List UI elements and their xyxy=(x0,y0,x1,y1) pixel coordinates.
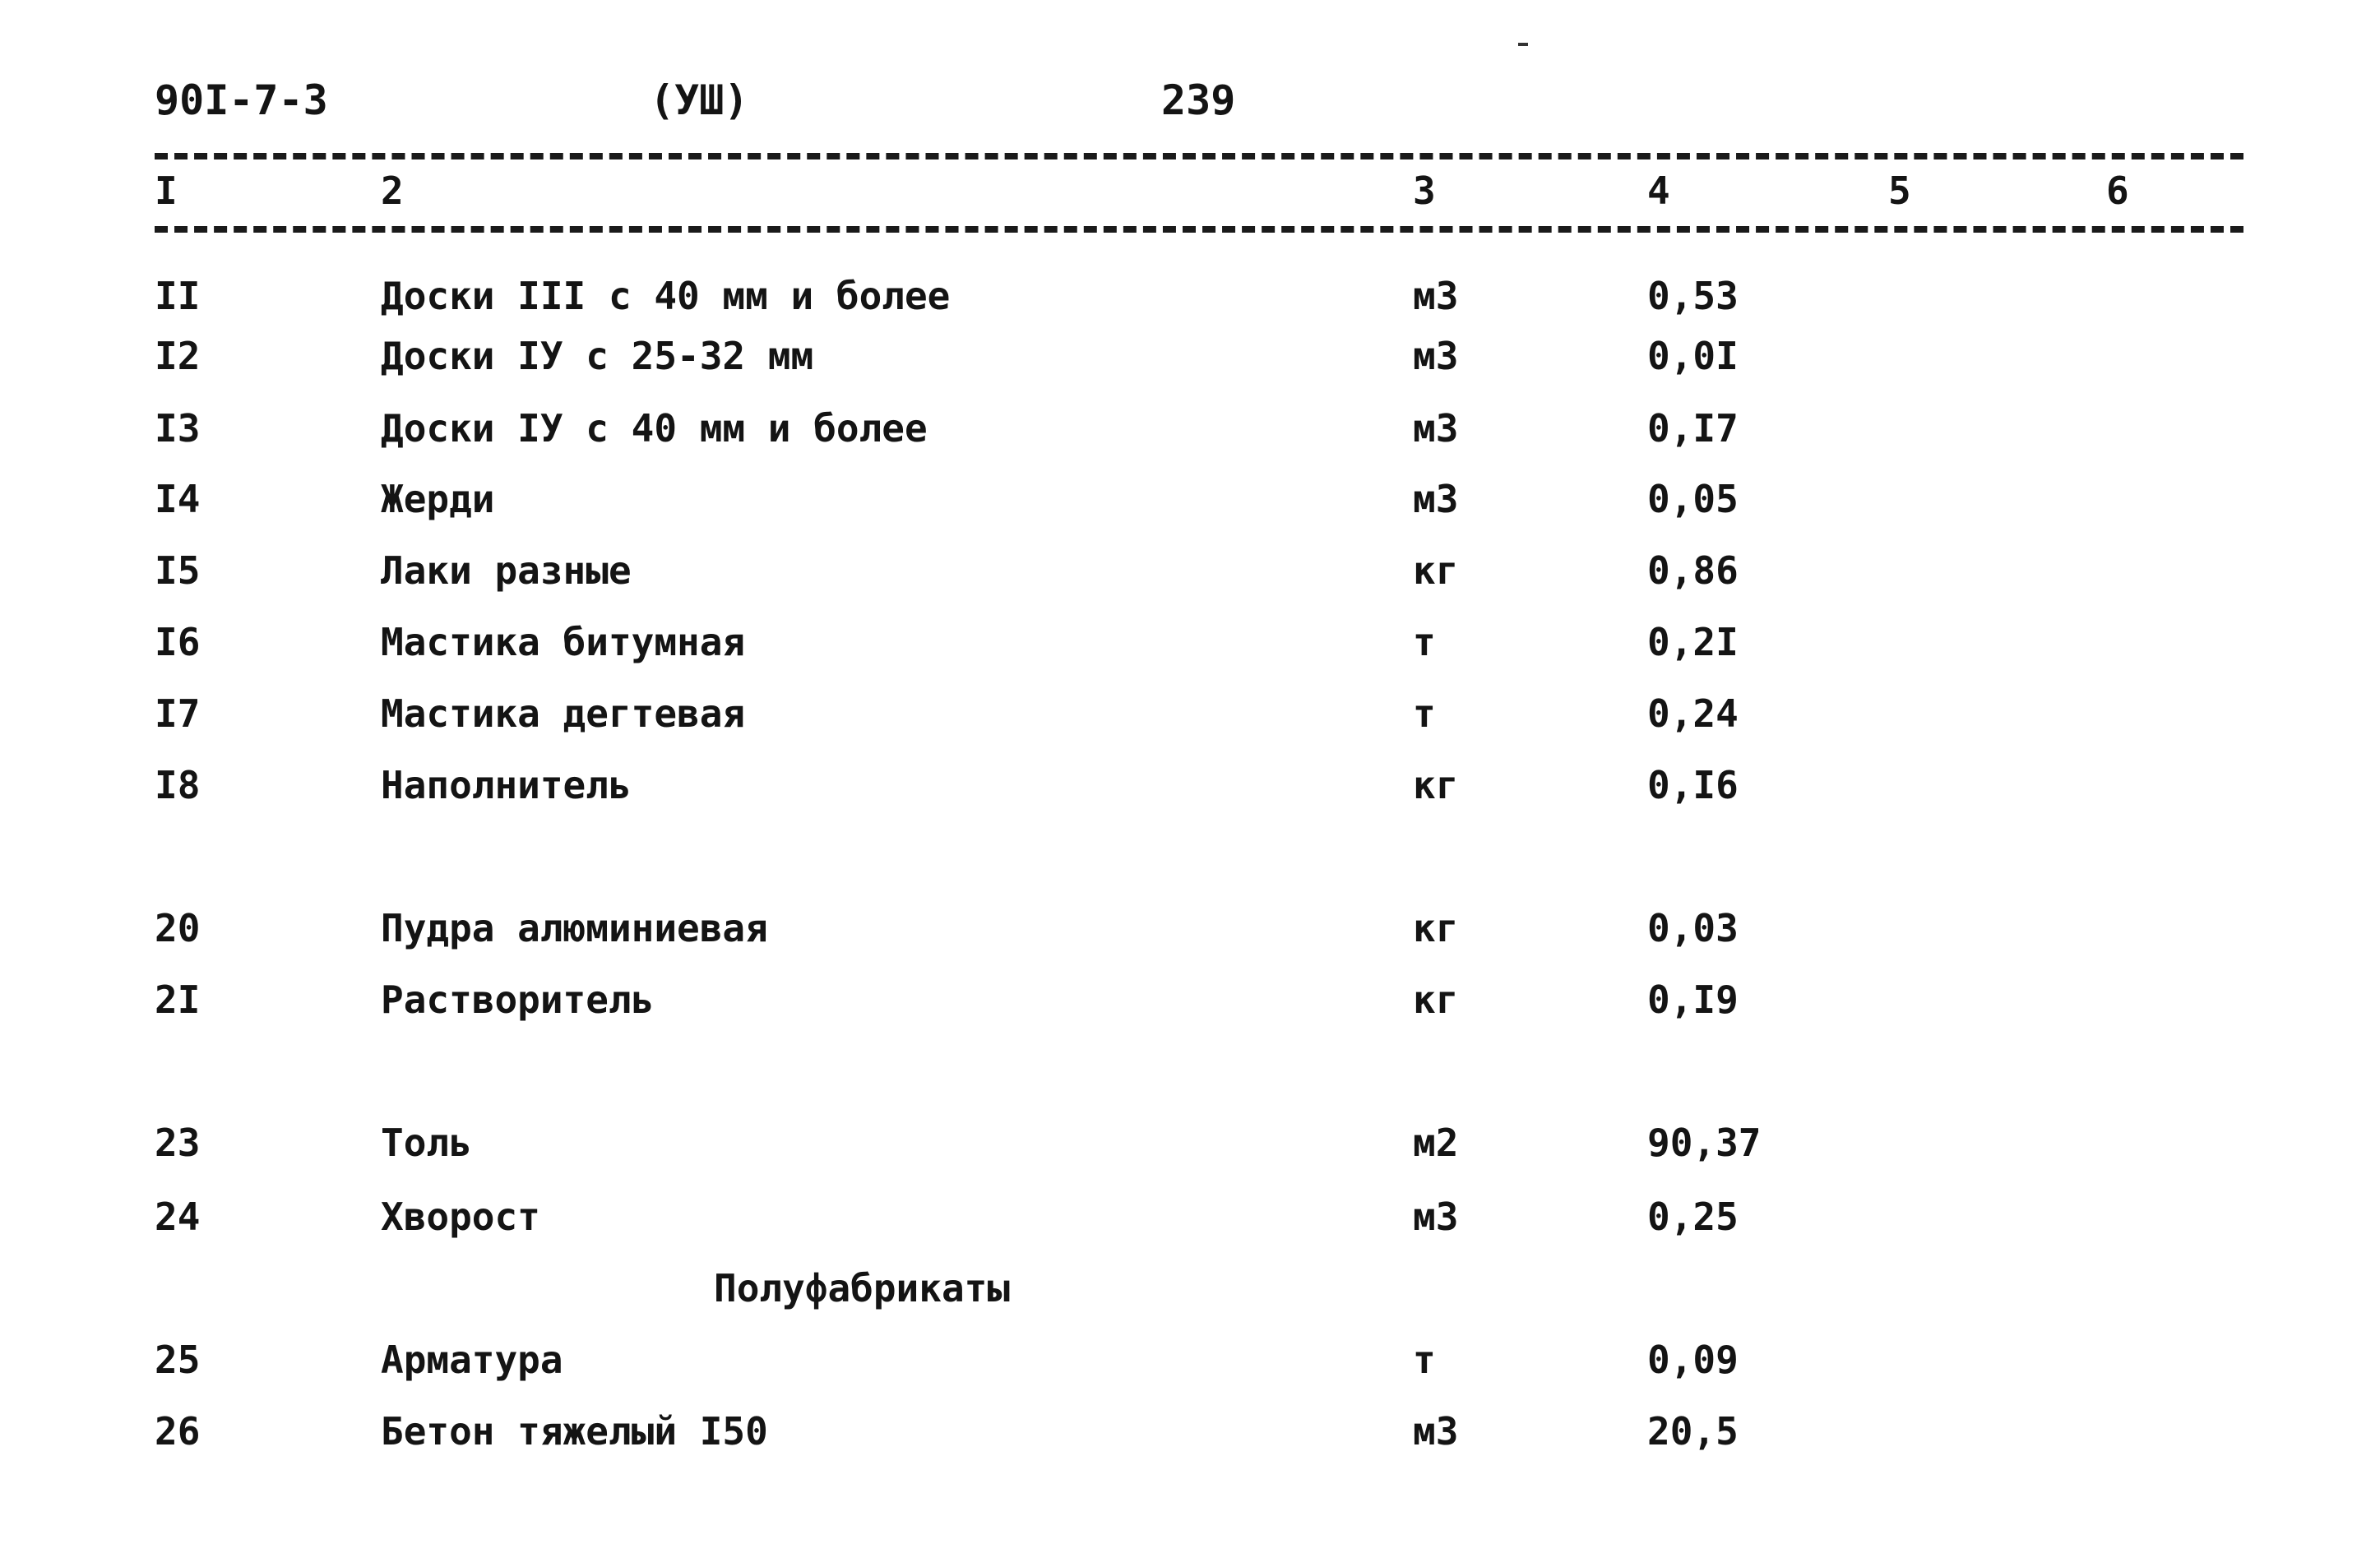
material-name: Бетон тяжелый I50 xyxy=(381,1409,768,1454)
table-row xyxy=(155,474,2243,527)
quantity: 0,25 xyxy=(1647,1195,1739,1239)
unit: м3 xyxy=(1413,477,1459,521)
table-row xyxy=(155,1047,2243,1099)
table-row xyxy=(155,271,2243,324)
table-row xyxy=(155,904,2243,956)
row-number: I8 xyxy=(155,763,201,807)
quantity: 0,86 xyxy=(1647,548,1739,593)
table-row xyxy=(155,1335,2243,1388)
row-number: 24 xyxy=(155,1195,201,1239)
column-header-2: 2 xyxy=(381,169,404,213)
column-header-5: 5 xyxy=(1888,169,1911,213)
row-number: I4 xyxy=(155,477,201,521)
table-row xyxy=(155,404,2243,456)
table-row xyxy=(155,760,2243,813)
table-row xyxy=(155,832,2243,885)
row-number: 20 xyxy=(155,906,201,950)
material-name: Доски III с 40 мм и более xyxy=(381,274,951,318)
quantity: 0,24 xyxy=(1647,691,1739,736)
column-header-4: 4 xyxy=(1647,169,1670,213)
material-name: Мастика дегтевая xyxy=(381,691,746,736)
row-number: 26 xyxy=(155,1409,201,1454)
quantity: 0,2I xyxy=(1647,620,1739,664)
row-number: I5 xyxy=(155,548,201,593)
table-row xyxy=(155,975,2243,1028)
material-name: Наполнитель xyxy=(381,763,632,807)
materials-table xyxy=(155,0,2243,1553)
table-row xyxy=(155,546,2243,599)
row-number: 23 xyxy=(155,1121,201,1165)
subheading-row xyxy=(155,1264,2243,1316)
quantity: 0,I6 xyxy=(1647,763,1739,807)
material-name: Лаки разные xyxy=(381,548,632,593)
unit: м2 xyxy=(1413,1121,1459,1165)
quantity: 0,0I xyxy=(1647,334,1739,378)
table-row xyxy=(155,1118,2243,1171)
row-number: I3 xyxy=(155,406,201,451)
material-name: Арматура xyxy=(381,1338,563,1382)
unit: кг xyxy=(1413,906,1459,950)
material-name: Растворитель xyxy=(381,978,655,1022)
table-row xyxy=(155,689,2243,742)
quantity: 0,53 xyxy=(1647,274,1739,318)
material-name: Жерди xyxy=(381,477,495,521)
column-header-1: I xyxy=(155,169,178,213)
unit: т xyxy=(1413,1338,1436,1382)
quantity: 0,03 xyxy=(1647,906,1739,950)
row-number: I2 xyxy=(155,334,201,378)
table-row xyxy=(155,617,2243,670)
material-name: Доски IУ с 25-32 мм xyxy=(381,334,814,378)
unit: м3 xyxy=(1413,1195,1459,1239)
material-name: Доски IУ с 40 мм и более xyxy=(381,406,928,451)
column-header-3: 3 xyxy=(1413,169,1436,213)
quantity: 0,09 xyxy=(1647,1338,1739,1382)
quantity: 0,05 xyxy=(1647,477,1739,521)
subheading-semifinished: Полуфабрикаты xyxy=(714,1266,1011,1310)
row-number: I7 xyxy=(155,691,201,736)
table-row xyxy=(155,1192,2243,1245)
document-code: 90I-7-3 xyxy=(155,76,328,124)
quantity: 0,I9 xyxy=(1647,978,1739,1022)
unit: м3 xyxy=(1413,274,1459,318)
material-name: Хворост xyxy=(381,1195,540,1239)
page-number: 239 xyxy=(1161,76,1236,124)
table-row xyxy=(155,1407,2243,1459)
unit: т xyxy=(1413,620,1436,664)
row-number: II xyxy=(155,274,201,318)
table-row xyxy=(155,331,2243,384)
unit: кг xyxy=(1413,548,1459,593)
unit: м3 xyxy=(1413,334,1459,378)
row-number: 25 xyxy=(155,1338,201,1382)
column-header-6: 6 xyxy=(2106,169,2129,213)
material-name: Мастика битумная xyxy=(381,620,746,664)
unit: кг xyxy=(1413,978,1459,1022)
quantity: 20,5 xyxy=(1647,1409,1739,1454)
unit: кг xyxy=(1413,763,1459,807)
section-number: (УШ) xyxy=(650,76,749,124)
material-name: Толь xyxy=(381,1121,472,1165)
unit: т xyxy=(1413,691,1436,736)
row-number: I6 xyxy=(155,620,201,664)
unit: м3 xyxy=(1413,1409,1459,1454)
material-name: Пудра алюминиевая xyxy=(381,906,768,950)
quantity: 0,I7 xyxy=(1647,406,1739,451)
unit: м3 xyxy=(1413,406,1459,451)
row-number: 2I xyxy=(155,978,201,1022)
quantity: 90,37 xyxy=(1647,1121,1762,1165)
